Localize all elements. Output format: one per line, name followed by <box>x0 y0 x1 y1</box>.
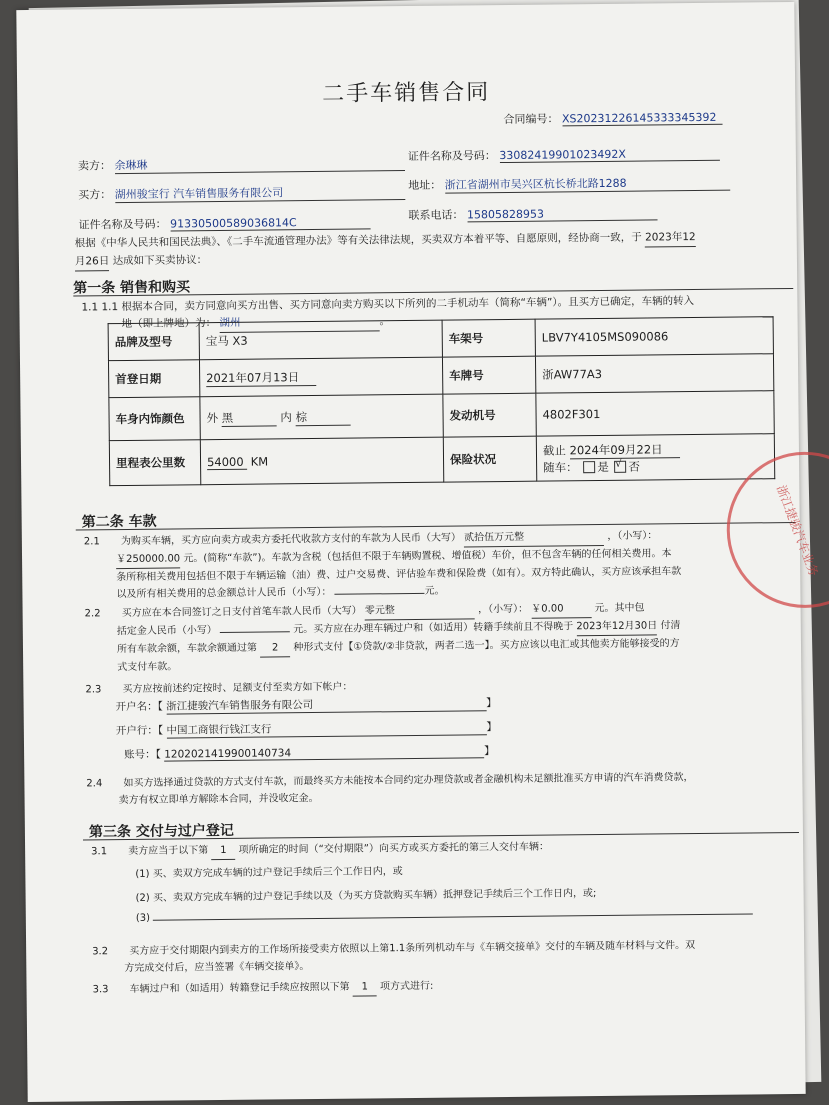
insurance-cell <box>536 434 774 481</box>
clause-text: 卖方有权立即单方解除本合同，并没收定金。 <box>118 792 319 807</box>
color-label: 车身内饰颜色 <box>109 397 200 441</box>
clause-text: 种形式支付【①贷款/②非贷款，两者二选一】。买方应该以电汇或其他卖方能够接受的方 <box>293 638 680 654</box>
engine-value: 4802F301 <box>536 391 774 436</box>
clause-text: 项方式进行: <box>379 980 434 993</box>
buyer-id: 91330500589036814C <box>170 215 370 231</box>
seller-name: 余琳琳 <box>114 154 404 174</box>
price-in-words: 贰拾伍万元整 <box>464 528 604 547</box>
color-cell <box>200 394 443 440</box>
with-car-label: 随车： <box>543 459 578 475</box>
account-number: 1202021419900140734 <box>164 745 484 761</box>
account-name-row <box>116 695 497 715</box>
clause-text: 付清 <box>660 620 681 632</box>
account-bank: 中国工商银行钱江支行 <box>166 719 486 738</box>
insurance-until: 2024年09月22日 <box>570 441 680 459</box>
option-3 <box>136 906 753 923</box>
reg-date-label: 首登日期 <box>108 360 199 398</box>
page-title: 二手车销售合同 <box>322 80 491 107</box>
clause-text: 买方应在本合同签订之日支付首笔车款人民币（大写） <box>121 605 362 620</box>
clause-text: 所有车款余额，车款余额通过第 <box>116 642 258 656</box>
engine-label: 发动机号 <box>443 393 536 437</box>
bracket: 】 <box>486 697 497 710</box>
clause-2-2 <box>85 599 681 676</box>
first-payment-words: 零元整 <box>365 601 475 620</box>
vin-label: 车架号 <box>442 319 535 357</box>
seller-id-row <box>408 145 720 164</box>
contract-number-row <box>503 109 722 127</box>
insurance-until-label: 截止 <box>542 442 567 458</box>
brand-value: 宝马 X3 <box>199 320 442 360</box>
seller-id-label: 证件名称及号码： <box>407 149 496 164</box>
clause-number: 3.1 <box>91 846 108 858</box>
clause-text: 元。 <box>424 585 445 597</box>
interior-label: 内 <box>280 409 292 424</box>
interior-color: 棕 <box>295 408 350 426</box>
clause-3-2 <box>92 937 695 977</box>
article-3-title: 第三条 交付与过户登记 <box>88 822 234 841</box>
plate-label: 车牌号 <box>442 356 535 394</box>
exterior-label: 外 <box>206 410 219 425</box>
clause-text: 括定金人民币（小写） <box>116 625 217 638</box>
intro-text: 根据《中华人民共和国民法典》、《二手车流通管理办法》等有关法律法规，买卖双方本着平等、自愿原则，经协商一致，于 <box>74 231 642 250</box>
seller-id: 330824199010234​92X <box>499 147 719 163</box>
phone-row <box>408 204 657 223</box>
clause-text: 式支付车款。 <box>117 661 178 674</box>
clause-text: 买方应按前述约定按时、足额支付至卖方如下帐户： <box>122 681 353 696</box>
brand-label: 品牌及型号 <box>108 323 199 361</box>
clause-text: 如买方选择通过贷款的方式支付车款，而最终买方未能按本合同约定办理贷款或者金融机构未足额批准买方申请的汽车消费贷款， <box>123 772 694 790</box>
buyer-label: 买方： <box>78 188 112 202</box>
clause-2-4 <box>86 769 693 809</box>
reg-date-cell <box>199 357 442 397</box>
intro-day: 月26日 <box>75 253 110 271</box>
address-row <box>408 174 730 194</box>
clause-text: 卖方应当于以下第 <box>128 845 209 857</box>
clause-2-3 <box>85 679 352 699</box>
clause-text: 条所称相关费用包括但不限于车辆运输（油）费、过户交易费、评估验车费和保险费（如有）。双方特此确认，买方应该承担车款 <box>116 566 682 584</box>
option-2: (2) 买、卖双方完成车辆的过户登记手续以及（为买方贷款购买车辆）抵押登记手续后三个工作日内，或; <box>135 888 597 904</box>
no-checkbox[interactable] <box>614 461 626 473</box>
contract-number: XS20231226145333345392 <box>562 111 722 127</box>
clause-text: 车辆过户和（如适用）转籍登记手续应按照以下第 <box>129 981 350 995</box>
clause-number: 3.3 <box>92 984 109 996</box>
article-2-title: 第二条 车款 <box>81 513 157 531</box>
clause-3-1 <box>91 839 549 862</box>
buyer-id-row <box>78 213 370 232</box>
clause-text: ，（小写）： <box>607 530 658 542</box>
phone-label: 联系电话： <box>408 208 464 223</box>
mileage-cell <box>200 437 443 485</box>
clause-number: 3.2 <box>92 946 109 958</box>
clause-number: 2.3 <box>85 684 102 696</box>
clause-text: 项所确定的时间（“交付期限”）向买方或买方委托的第三人交付车辆： <box>238 841 549 856</box>
reg-date-value: 2021年07月13日 <box>206 368 316 386</box>
clause-text: 1.1 根据本合同，卖方同意向买方出售、买方同意向卖方购买以下所列的二手机动车（简称“车辆”）。且买方已确定，车辆的转入 <box>101 295 695 314</box>
mileage-label: 里程表公里数 <box>109 440 200 486</box>
bracket: 】 <box>484 745 495 758</box>
account-bank-label: 开户行：【 <box>115 724 164 738</box>
clause-text: 元。买方应在办理车辆过户和（如适用）转籍手续前且不得晚于 <box>293 621 574 636</box>
clause-text: 方完成交付后，应当签署《车辆交接单》。 <box>124 961 310 975</box>
clause-text: 买方应于交付期限内到卖方的工作场所接受卖方依照以上第1.1条所列机动车与《车辆交接单》交付的车辆及随车材料与文件。双 <box>129 940 696 957</box>
buyer-row <box>78 183 405 203</box>
phone: 15805828953 <box>467 206 657 222</box>
option-1: (1) 买、卖双方完成车辆的过户登记手续后三个工作日内，或 <box>135 866 403 880</box>
intro-year: 2023年12 <box>645 229 696 248</box>
delivery-option: 1 <box>211 842 235 860</box>
clause-number: 2.4 <box>86 778 103 790</box>
vehicle-table <box>108 316 776 486</box>
account-name: 浙江捷骏汽车销售服务有限公司 <box>166 695 486 714</box>
clause-3-3 <box>92 978 433 1000</box>
contract-number-label: 合同编号： <box>503 112 559 127</box>
clause-number: 1.1 <box>81 301 99 314</box>
bracket: 】 <box>486 721 497 734</box>
transfer-option: 1 <box>353 978 377 996</box>
no-label: 否 <box>628 459 640 474</box>
account-bank-row <box>116 719 497 739</box>
contract-page <box>16 2 821 1102</box>
registration-place: 湖州 <box>219 313 379 333</box>
intro <box>75 229 696 272</box>
exterior-color: 黑 <box>222 409 277 427</box>
clause-text: 为购买车辆，买方应向卖方或卖方委托代收款方支付的车款为人民币（大写） <box>120 532 462 548</box>
clause-text: 元。其中包 <box>594 602 645 615</box>
intro-text-2: 达成如下买卖协议： <box>112 254 208 268</box>
buyer-name: 湖州骏宝行 汽车销售服务有限公司 <box>115 183 405 203</box>
first-payment-figures: ￥0.00 <box>531 600 591 619</box>
buyer-id-label: 证件名称及号码： <box>78 217 167 232</box>
account-number-label: 账号：【 <box>124 748 161 762</box>
address-label: 地址： <box>408 178 442 193</box>
vin-value: LBV7Y4105MS090086 <box>535 317 773 356</box>
table-row <box>109 434 774 486</box>
payment-deadline: 2023年12月30日 <box>576 617 657 636</box>
clause-2-1 <box>84 527 682 603</box>
clause-text: ，（小写）： <box>478 603 529 616</box>
clause-number: 2.1 <box>83 536 100 548</box>
account-number-row <box>124 743 495 762</box>
price-in-figures: ￥250000.00 <box>116 550 180 569</box>
clause-text: 元。(简称“车款”)。车款为含税（包括但不限于车辆购置税、增值税）车价，但不包含车辆的任何相关费用。本 <box>183 548 672 565</box>
option-3-label: (3) <box>135 912 151 924</box>
account-name-label: 开户名：【 <box>115 700 163 714</box>
address: 浙江省湖州市吴兴区杭长桥北路1288 <box>445 174 730 194</box>
insurance-label: 保险状况 <box>443 436 536 482</box>
yes-label: 是 <box>597 459 609 474</box>
clause-number: 2.2 <box>84 608 101 620</box>
payment-method: 2 <box>260 639 290 657</box>
table-row <box>109 391 774 441</box>
mileage-value: 54000 <box>207 454 247 469</box>
seal-text: 浙江捷骏汽车业务 <box>773 483 821 579</box>
clause-text: 以及所有相关费用的总金额总计人民币（小写）： <box>116 586 332 601</box>
plate-value: 浙AW77A3 <box>535 354 773 393</box>
seller-row <box>78 154 405 174</box>
article-1-title: 第一条 销售和购买 <box>73 279 191 297</box>
seller-label: 卖方： <box>77 159 112 173</box>
clause-1-1: 1.1 1.1 根据本合同，卖方同意向买方出售、买方同意向卖方购买以下所列的二手机动车（简称“车辆”）。且买方已确定，车辆的转入 地（即上牌地）为： 湖州 。 <box>81 293 694 334</box>
mileage-unit: KM <box>250 453 269 469</box>
clause-text-2: 地（即上牌地）为： <box>121 317 217 331</box>
yes-checkbox[interactable] <box>583 461 595 473</box>
